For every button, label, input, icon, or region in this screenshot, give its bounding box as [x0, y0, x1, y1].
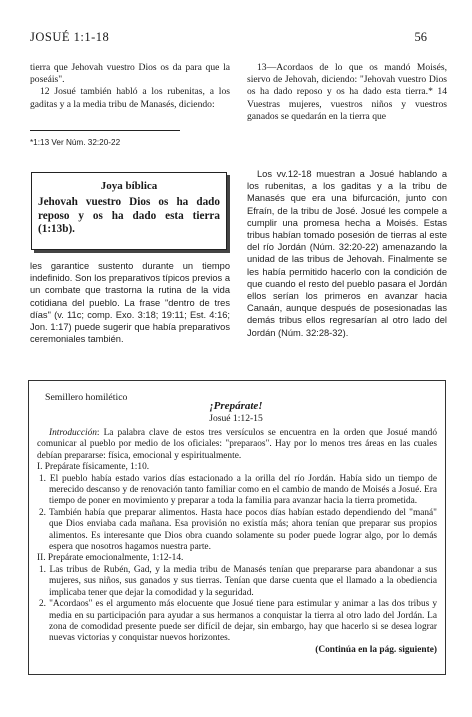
intro-label: Introducción [49, 428, 97, 438]
joya-text: Jehovah vuestro Dios os ha dado reposo y os ha dado esta tierra (1:13b). [38, 196, 220, 235]
semillero-reference: Josué 1:12-15 [209, 413, 263, 424]
section-1-heading: I. Prepárate físicamente, 1:10. [37, 462, 150, 473]
continued-note: (Continúa en la pág. siguiente) [315, 644, 437, 655]
left-column-top [30, 62, 230, 111]
running-head: JOSUÉ 1:1-18 [30, 30, 110, 44]
section-2-point-1: 1. Las tribus de Rubén, Gad, y la media tribu de Manasés tenían que prepararse para abandonar a sus mujeres, sus niños, sus ganados y sus tierras. Tenían que darse cuenta que el llamado a la obediencia implicaba tener que dejar la comodidad y la seguridad. [39, 564, 437, 598]
footnote: *1:13 Ver Núm. 32:20-22 [30, 138, 121, 147]
verse-text-13-14: 13—Acordaos de lo que os mandó Moisés, siervo de Jehovah, diciendo: "Jehovah vuestro Dios os ha dado reposo y os ha dado esta tierra.* 14 Vuestras mujeres, vuestros niños y vuestros ganados se quedarán en la tierra que [247, 62, 447, 122]
commentary-left: les garantice sustento durante un tiempo indefinido. Son los preparativos típicos previos a un combate que trastorna la rutina de la vida cotidiana del pueblo. La frase "dentro de tres días" (v. 11c; comp. Exo. 3:18; 19:11; Est. 4:16; Jon. 1:17) puede sugerir que había preparativos ceremoniales también. [30, 261, 230, 345]
verse-text-11-end: tierra que Jehovah vuestro Dios os da para que la poseáis". [30, 62, 230, 86]
semillero-title: ¡Prepárate! [209, 400, 263, 412]
semillero-label: Semillero homilético [45, 392, 128, 403]
commentary-right: Los vv.12-18 muestran a Josué hablando a los rubenitas, a los gaditas y a la tribu de Manasés que era una bifurcación, junto con Efraín, de la tribu de José. Josué les compele a cumplir una promesa hecha a Moisés. Estas tribus habían tomado posesión de tierras al este del río Jordán (Núm. 32:20-22) amenazando la unidad de las tribus de Jehovah. Finalmente se les había permitido hacerlo con la condición de que cuando el resto del pueblo pasara el Jordán ellos serían los primeros en avanzar hacia Canaán, aunque después de posesionadas las demás tribus ellos regresarían al otro lado del Jordán (Núm. 32:28-32). [247, 169, 447, 338]
intro-paragraph [37, 428, 437, 462]
footnote-rule [30, 130, 180, 131]
section-2-heading: II. Prepárate emocionalmente, 1:12-14. [37, 553, 184, 564]
joya-title: Joya bíblica [100, 180, 158, 192]
section-2-point-2: 2. "Acordaos" es el argumento más elocuente que Josué tiene para estimular y animar a las dos tribus y media en su participación para ayudar a sus hermanos a conquistar la tierra al otro lado del Jordán. La zona de comodidad presente puede ser difícil de dejar, sin embargo, hay que hacerlo si se desea lograr nuevas victorias y conquistar nuevos horizontes. [39, 599, 437, 644]
section-1-point-1: 1. El pueblo había estado varios días estacionado a la orilla del río Jordán. Había sido un tiempo de merecido descanso y de renovación tanto familiar como en el cambio de mando de Moisés a Josué. Era tiempo de poner en movimiento y preparar a toda la familia para avanzar hacia la tierra prometida. [39, 473, 437, 507]
joya-biblica-box [31, 172, 227, 250]
intro-text: : La palabra clave de estos tres versículos se encuentra en la orden que Josué mandó comunicar al pueblo por medio de los oficiales: "preparaos". Hay por lo menos tres áreas en las cuales debían prepararse: física, emocional y espiritualmente. [37, 428, 437, 461]
section-1-point-2: 2. También había que preparar alimentos. Hasta hace pocos días habían estado dependiendo del "maná" que Dios enviaba cada mañana. Esa provisión no existía más; ahora tenían que preparar sus propios alimentos. Es interesante que Dios obra cuando solamente su poder puede lograr algo, por lo demás espera que nosotros hagamos nuestra parte. [39, 507, 437, 553]
verse-text-12: 12 Josué también habló a los rubenitas, a los gaditas y a la media tribu de Manasés, diciendo: [30, 86, 230, 110]
page-number: 56 [414, 30, 427, 44]
semillero-body [37, 428, 437, 656]
right-column-top [247, 62, 447, 123]
